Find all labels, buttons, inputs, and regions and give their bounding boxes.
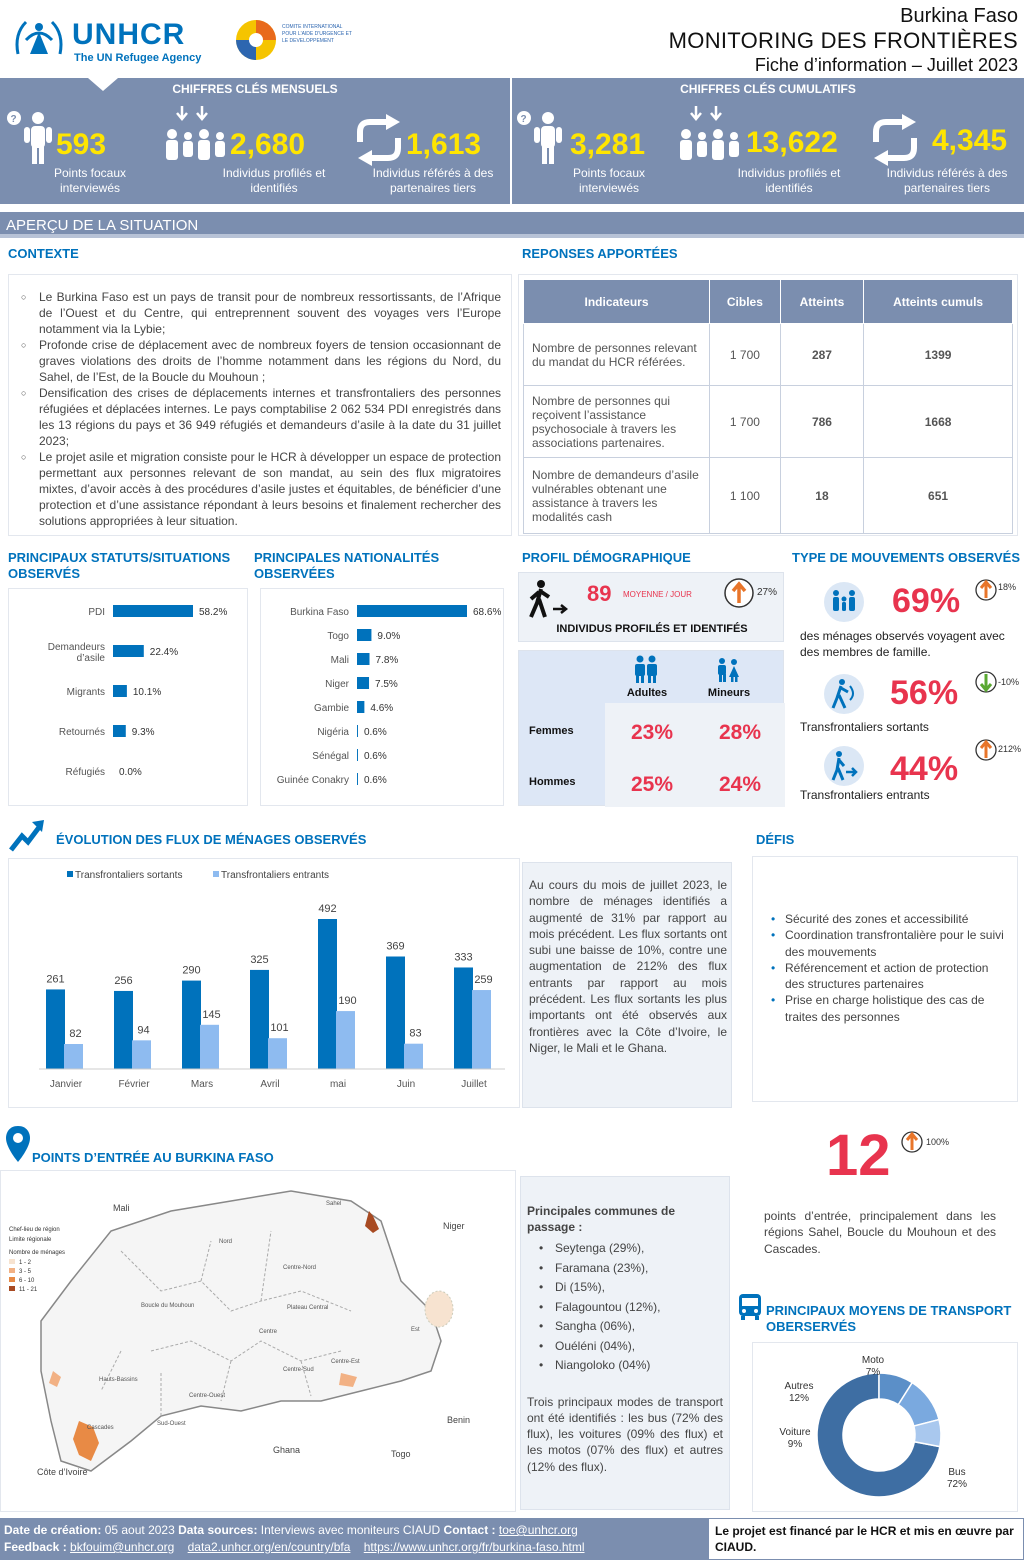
data-label: 4.6% — [370, 703, 394, 714]
map-panel — [0, 1170, 516, 1512]
evolution-text: Au cours du mois de juillet 2023, le nombre de ménages identifiés a augmenté de 31% par rapport au mois précédent. Les flux sortants ont subi une baisse de 10%, contre une augmentation de 212% des flux entrants par rapport au mois précédent. Les flux sortants les plus importants ont été observés aux frontières avec la Côte d’Ivoire, le Niger, le Mali et le Ghana. — [529, 878, 727, 1055]
commune-item: • Di (15%), — [539, 1280, 606, 1294]
transport-title: PRINCIPAUX MOYENS DE TRANSPORT OBERSERVÉS — [766, 1303, 1012, 1334]
map-label: Niger — [443, 1221, 465, 1231]
data-label: 290 — [182, 964, 201, 977]
unhcr-logo — [10, 14, 210, 66]
legend-item: Chef-lieu de région — [9, 1227, 60, 1233]
map-region: Centre-Nord — [283, 1265, 317, 1271]
category-label: Avril — [260, 1079, 280, 1090]
commune-text: Niangoloko (04%) — [555, 1358, 651, 1372]
slice-value: 72% — [946, 1479, 968, 1490]
category-label: Février — [118, 1079, 150, 1090]
walking-arrow-icon — [525, 579, 571, 619]
bar — [268, 1038, 287, 1069]
slice-value: 7% — [865, 1367, 881, 1378]
mouvement-family — [792, 576, 1024, 666]
bar — [114, 991, 133, 1069]
profil-col-minors: Mineurs — [707, 687, 751, 699]
incoming-person-icon — [822, 744, 866, 788]
footer-funding-note: Le projet est financé par le HCR et mis en œuvre par CIAUD. — [715, 1524, 1014, 1554]
category-label: Nigéria — [317, 727, 349, 738]
table-row — [524, 386, 1013, 458]
category-label: Sénégal — [312, 751, 349, 762]
svg-text:?: ? — [10, 114, 17, 125]
outgoing-pct: 56% — [890, 674, 959, 712]
communes-panel — [520, 1176, 730, 1510]
mouvement-outgoing — [792, 668, 1024, 738]
kpi-monthly-title: CHIFFRES CLÉS MENSUELS — [172, 82, 338, 96]
person-question-icon — [4, 110, 56, 171]
family-label: des ménages observés voyagent avec des membres de famille. — [800, 629, 1005, 659]
kpi-monthly-profiled-value: 2,680 — [230, 128, 306, 161]
trend-up-icon — [974, 738, 998, 762]
defis-title: DÉFIS — [756, 832, 795, 847]
bus-icon — [736, 1292, 764, 1322]
bar — [113, 685, 127, 697]
bar — [357, 749, 358, 761]
kpi-monthly-interviewed-label: Points focaux interviewés — [53, 166, 127, 195]
footer-feedback-link[interactable]: bkfouim@unhcr.org — [70, 1540, 175, 1554]
data-label: 0.0% — [119, 767, 142, 778]
category-label: Juillet — [461, 1079, 487, 1090]
profil-title: PROFIL DÉMOGRAPHIQUE — [522, 550, 691, 565]
profil-average-value: 89 — [587, 581, 612, 606]
logo-tagline: The UN Refugee Agency — [74, 52, 202, 64]
bar — [357, 725, 358, 737]
bar — [357, 629, 371, 641]
statuts-title: PRINCIPAUX STATUTS/SITUATIONS OBSERVÉS — [8, 550, 231, 581]
map-region: Nord — [219, 1239, 233, 1245]
legend-swatch — [67, 871, 73, 877]
defis-panel — [752, 856, 1018, 1102]
map-label: Ghana — [273, 1445, 301, 1455]
bar — [386, 957, 405, 1070]
bar — [113, 725, 126, 737]
incoming-pct: 44% — [890, 750, 959, 788]
profil-row-women: Femmes — [529, 725, 574, 737]
data-label: 259 — [474, 974, 493, 987]
bar — [357, 701, 364, 713]
page-subtitle: Fiche d’information – Juillet 2023 — [754, 55, 1018, 75]
statuts-chart-panel — [8, 588, 248, 806]
group-down-icon — [676, 104, 744, 169]
burkina-map — [1, 1171, 515, 1511]
referral-arrow-icon — [870, 114, 920, 171]
slice-label: Moto — [861, 1355, 885, 1366]
footer-website-link[interactable]: https://www.unhcr.org/fr/burkina-faso.html — [363, 1540, 585, 1554]
trend-down-icon — [974, 670, 998, 694]
commune-item: • Faramana (23%), — [539, 1260, 649, 1275]
category-label: Niger — [325, 679, 349, 690]
kpi-monthly-referred-value: 1,613 — [406, 128, 482, 161]
category-label: Réfugiés — [65, 767, 105, 778]
footer-date-label: Date de création: — [4, 1523, 102, 1537]
table-header: Indicateurs — [524, 280, 710, 324]
map-region: Centre-Ouest — [189, 1393, 226, 1399]
bar — [113, 645, 144, 657]
profil-men-adults: 25% — [630, 773, 674, 796]
profil-col-adults: Adultes — [626, 687, 668, 699]
mouvement-incoming — [792, 738, 1024, 808]
bar — [357, 653, 370, 665]
map-region: Centre — [259, 1329, 278, 1335]
responses-table-wrap — [518, 274, 1018, 536]
map-region: Sud-Ouest — [157, 1421, 186, 1427]
table-cell: 1 700 — [710, 324, 781, 386]
data-label: 0.6% — [363, 775, 387, 786]
mouvements-title: TYPE DE MOUVEMENTS OBSERVÉS — [792, 550, 1021, 565]
footer — [0, 1518, 1024, 1560]
data-label: 261 — [46, 973, 65, 986]
data-label: 83 — [409, 1027, 422, 1040]
ciaud-emblem-icon — [234, 18, 278, 62]
profil-women-minors: 28% — [718, 721, 762, 744]
context-item: ○ Densification des crises de déplacements internes et transfrontaliers des personnes réfugiées et déplacées internes. Le pays comptabilise 2 062 534 PDI enregistrés dans les 13 régions du pays et 36 949 réfugiés et demandeurs d’asile à la date du 31 juillet 2023; — [19, 385, 501, 449]
category-label: Guinée Conakry — [276, 775, 349, 786]
table-cell: Nombre de personnes qui reçoivent l’assistance psychosociale à travers les associations partenaires. — [524, 386, 710, 458]
family-pct: 69% — [892, 582, 961, 620]
referral-arrow-icon — [354, 114, 404, 171]
defis-item: • Coordination transfrontalière pour le suivi des mouvements — [771, 928, 1004, 959]
context-title: CONTEXTE — [8, 246, 79, 261]
group-down-icon — [162, 104, 230, 169]
legend-label: Transfrontaliers sortants — [75, 870, 183, 881]
table-row — [524, 458, 1013, 534]
evolution-text-panel — [522, 862, 732, 1108]
map-region: Est — [411, 1327, 420, 1333]
kpi-cumulative-referred-value: 4,345 — [932, 124, 1008, 157]
data-label: 101 — [270, 1022, 289, 1035]
trend-chart-icon — [8, 816, 46, 854]
slice-label: Autres — [784, 1381, 814, 1392]
defis-item: • Prise en charge holistique des cas de traites des personnes — [771, 993, 985, 1024]
data-label: 9.3% — [131, 727, 155, 738]
category-label-line: Demandeurs — [47, 642, 105, 653]
kpi-cumulative-interviewed-value: 3,281 — [570, 128, 646, 161]
commune-text: Seytenga (29%), — [555, 1241, 645, 1255]
bar — [46, 989, 65, 1069]
category-label: Togo — [327, 631, 349, 642]
outgoing-person-icon — [822, 672, 866, 716]
overview-title: APERÇU DE LA SITUATION — [6, 217, 199, 234]
profil-top-panel — [518, 572, 784, 642]
table-cell: 18 — [780, 458, 863, 534]
map-label: Côte d’Ivoire — [37, 1467, 88, 1477]
data-label: 10.1% — [132, 687, 162, 698]
bar — [357, 605, 467, 617]
data-label: 9.0% — [377, 631, 401, 642]
footer-data-link[interactable]: data2.unhcr.org/en/country/bfa — [187, 1540, 351, 1554]
slice-value: 12% — [788, 1393, 810, 1404]
transport-chart-panel — [752, 1342, 1018, 1512]
overview-band — [0, 212, 1024, 238]
table-cell: Nombre de personnes relevant du mandat du HCR référées. — [524, 324, 710, 386]
table-cell: 1668 — [864, 386, 1013, 458]
bar — [454, 967, 473, 1069]
nationalites-title: PRINCIPALES NATIONALITÉS OBSERVÉES — [254, 550, 440, 581]
bar — [318, 919, 337, 1069]
evolution-chart — [9, 859, 519, 1107]
kpi-band — [0, 78, 1024, 204]
bar — [357, 677, 369, 689]
evolution-chart-panel — [8, 858, 520, 1108]
table-row — [524, 324, 1013, 386]
table-cell: Nombre de demandeurs d’asile vulnérables obtenant une assistance à travers les modalités cash — [524, 458, 710, 534]
trend-up-icon — [900, 1130, 924, 1154]
commune-item: • Seytenga (29%), — [539, 1241, 645, 1255]
table-header: Atteints — [780, 280, 863, 324]
location-pin-icon — [4, 1124, 32, 1164]
category-label-line: d’asile — [76, 653, 105, 664]
footer-feedback-label: Feedback : — [4, 1540, 67, 1554]
logo-text: UNHCR — [72, 18, 186, 51]
commune-text: Faramana (23%), — [555, 1260, 649, 1275]
map-region: Centre-Est — [331, 1359, 360, 1365]
table-header: Atteints cumuls — [864, 280, 1013, 324]
bar — [250, 970, 269, 1069]
table-cell: 1 100 — [710, 458, 781, 534]
category-label: Retournés — [58, 727, 105, 738]
defis-item-text: Sécurité des zones et accessibilité — [785, 912, 969, 926]
data-label: 7.8% — [375, 655, 399, 666]
table-cell: 786 — [780, 386, 863, 458]
entry-points-trend: 100% — [926, 1137, 950, 1147]
map-label: Togo — [391, 1449, 411, 1459]
kpi-cumulative-profiled-value: 13,622 — [746, 126, 838, 159]
kpi-cumulative-title: CHIFFRES CLÉS CUMULATIFS — [680, 82, 856, 96]
data-label: 68.6% — [473, 607, 502, 618]
data-label: 7.5% — [375, 679, 398, 690]
map-region: Centre-Sud — [283, 1367, 314, 1373]
map-label: Mali — [113, 1203, 130, 1213]
kpi-monthly-referred-label: Individus référés à des partenaires tiers — [372, 166, 494, 195]
profil-men-minors: 24% — [718, 773, 762, 796]
entry-points-text: points d’entrée, principalement dans les régions Sahel, Boucle du Mouhoun et des Cascades. — [764, 1209, 996, 1256]
data-label: 369 — [386, 940, 405, 953]
family-icon — [822, 580, 866, 624]
bar — [200, 1025, 219, 1069]
footer-source-label: Data sources: — [178, 1523, 258, 1537]
kpi-monthly-profiled-label: Individus profilés et identifiés — [222, 166, 326, 195]
responses-title: REPONSES APPORTÉES — [522, 246, 678, 261]
legend-item: 1 - 2 — [19, 1260, 32, 1266]
commune-text: Di (15%), — [555, 1280, 606, 1294]
points-title: POINTS D’ENTRÉE AU BURKINA FASO — [32, 1150, 274, 1165]
category-label: mai — [329, 1079, 347, 1090]
ciaud-text: COMITE INTERNATIONAL POUR L'AIDE D'URGENCE ET LE DEVELOPPEMENT — [282, 24, 352, 44]
page-title: MONITORING DES FRONTIÈRES — [668, 28, 1018, 53]
data-label: 256 — [114, 974, 133, 987]
person-question-icon — [514, 110, 566, 171]
legend-item: 6 - 10 — [19, 1278, 35, 1284]
legend-item: Limite régionale — [9, 1237, 52, 1243]
trend-up-icon — [974, 578, 998, 602]
slice-label: Voiture — [779, 1427, 811, 1438]
entry-points-count: 12 — [826, 1123, 891, 1188]
slice-value: 9% — [787, 1439, 803, 1450]
defis-item-text: Coordination transfrontalière pour le suivi des mouvements — [785, 928, 1004, 959]
context-item: ○ Profonde crise de déplacement avec de nombreux foyers de tension occasionnant de graves violations des droits de l’homme notamment dans les régions du Nord, du Sahel, de l’Est, de la Boucle du Mouhoun ; — [19, 337, 501, 385]
data-label: 58.2% — [199, 607, 228, 618]
map-label: Benin — [447, 1415, 471, 1425]
category-label: Juin — [396, 1079, 416, 1090]
adults-icon — [633, 655, 659, 683]
data-label: 333 — [454, 951, 473, 964]
category-label: Janvier — [49, 1079, 83, 1090]
commune-text: Falagountou (12%), — [555, 1299, 661, 1314]
table-cell: 1 700 — [710, 386, 781, 458]
map-region: Cascades — [87, 1425, 114, 1431]
kpi-cumulative-profiled-label: Individus profilés et identifiés — [737, 166, 841, 195]
map-legend — [9, 1227, 65, 1293]
table-cell: 1399 — [864, 324, 1013, 386]
bar — [132, 1040, 151, 1069]
outgoing-label: Transfrontaliers sortants — [800, 720, 929, 734]
map-region: Sahel — [326, 1201, 342, 1207]
bar — [472, 990, 491, 1069]
bar — [182, 981, 201, 1069]
category-label: Gambie — [313, 703, 349, 714]
ciaud-logo — [234, 18, 354, 68]
commune-item: • Ouéléni (04%), — [539, 1338, 636, 1353]
bar — [404, 1044, 423, 1069]
defis-item: • Référencement et action de protection des structures partenaires — [771, 960, 989, 992]
table-cell: 287 — [780, 324, 863, 386]
legend-swatch — [213, 871, 219, 877]
bar — [64, 1044, 83, 1069]
defis-item-text: Prise en charge holistique des cas de traites des personnes — [785, 993, 985, 1024]
data-label: 190 — [338, 995, 357, 1008]
table-header: Cibles — [710, 280, 781, 324]
footer-source: Interviews avec moniteurs CIAUD — [257, 1523, 444, 1537]
legend-item: Nombre de ménages — [9, 1250, 66, 1256]
profil-trend-value: 27% — [757, 587, 778, 598]
incoming-trend: 212% — [998, 744, 1022, 754]
svg-text:?: ? — [520, 114, 527, 125]
category-label: Burkina Faso — [290, 607, 349, 618]
commune-item: • Sangha (06%), — [539, 1319, 636, 1333]
slice-label: Bus — [948, 1467, 966, 1478]
context-panel — [8, 274, 512, 536]
footer-contact-label: Contact : — [443, 1523, 496, 1537]
transport-chart — [753, 1343, 1017, 1511]
category-label: Migrants — [66, 687, 105, 698]
incoming-label: Transfrontaliers entrants — [800, 788, 930, 802]
bar — [113, 605, 193, 617]
commune-text: Sangha (06%), — [555, 1319, 636, 1333]
country-name: Burkina Faso — [900, 5, 1018, 27]
map-region: Hauts-Bassins — [99, 1377, 138, 1383]
unhcr-emblem-icon — [10, 14, 68, 64]
communes-title: Principales communes de passage : — [527, 1204, 676, 1234]
context-item: ○ Le Burkina Faso est un pays de transit pour de nombreux ressortissants, de l’Afrique de l’Ouest et du Centre, qui entreprennent souvent des voyages vers l’Europe notamment via la Lybie; — [19, 289, 501, 337]
commune-item: • Falagountou (12%), — [539, 1299, 661, 1314]
bar — [357, 773, 358, 785]
nationalites-chart — [261, 589, 503, 805]
footer-date: 05 aout 2023 — [101, 1523, 179, 1537]
data-label: 0.6% — [363, 727, 387, 738]
minors-icon — [715, 657, 741, 683]
category-label — [48, 642, 106, 664]
trend-up-icon — [723, 577, 755, 609]
data-label: 22.4% — [149, 647, 179, 658]
profil-average-label: MOYENNE / JOUR — [623, 590, 692, 599]
map-region: Plateau Central — [287, 1305, 329, 1311]
category-label: Mars — [190, 1079, 214, 1090]
legend-label: Transfrontaliers entrants — [221, 870, 330, 881]
category-label: Mali — [330, 655, 349, 666]
legend-item: 3 - 5 — [19, 1269, 32, 1275]
map-region: Boucle du Mouhoun — [141, 1303, 195, 1309]
family-trend: 18% — [998, 582, 1017, 592]
data-label: 94 — [137, 1024, 150, 1037]
profil-row-men: Hommes — [529, 776, 576, 788]
table-cell: 651 — [864, 458, 1013, 534]
outgoing-trend: -10% — [998, 677, 1020, 687]
nationalites-chart-panel — [260, 588, 504, 806]
data-label: 325 — [250, 953, 269, 966]
context-item: ○ Le projet asile et migration consiste pour le HCR à développer un espace de protection permettant aux personnes relevant de son mandat, au sein des flux migratoires mixtes, d’avoir accès à des procédures d’asile justes et équitables, de bénéficier d’une protection et d’une assistance répondant à leurs besoins et finalement rechercher des solutions appropriées à leur situation. — [19, 449, 501, 529]
commune-text: Ouéléni (04%), — [555, 1338, 636, 1353]
transport-text: Trois principaux modes de transport ont été identifiés : les bus (72% des flux), les voitures (09% des flux) et les motos (07% des flux) et autres (12% des flux). — [527, 1394, 723, 1474]
defis-item-text: Référencement et action de protection des structures partenaires — [785, 960, 989, 992]
footer-contact-link[interactable]: toe@unhcr.org — [498, 1523, 578, 1537]
commune-item: • Niangoloko (04%) — [539, 1358, 651, 1372]
responses-table — [523, 279, 1013, 534]
kpi-cumulative-interviewed-label: Points focaux interviewés — [572, 166, 646, 195]
data-label: 145 — [202, 1008, 221, 1021]
kpi-cumulative-referred-label: Individus référés à des partenaires tiers — [886, 166, 1008, 195]
data-label: 0.6% — [363, 751, 387, 762]
legend-item: 11 - 21 — [19, 1287, 38, 1293]
category-label: PDI — [88, 607, 105, 618]
profil-grid-panel — [518, 650, 784, 806]
statuts-chart — [9, 589, 247, 805]
evolution-title: ÉVOLUTION DES FLUX DE MÉNAGES OBSERVÉS — [56, 832, 367, 847]
data-label: 82 — [69, 1028, 82, 1040]
data-label: 492 — [318, 903, 337, 915]
kpi-monthly-interviewed-value: 593 — [56, 128, 107, 161]
bar — [336, 1011, 355, 1069]
profil-women-adults: 23% — [630, 721, 674, 744]
profil-caption: INDIVIDUS PROFILÉS ET IDENTIFÉS — [556, 623, 748, 635]
defis-item: • Sécurité des zones et accessibilité — [771, 912, 969, 926]
